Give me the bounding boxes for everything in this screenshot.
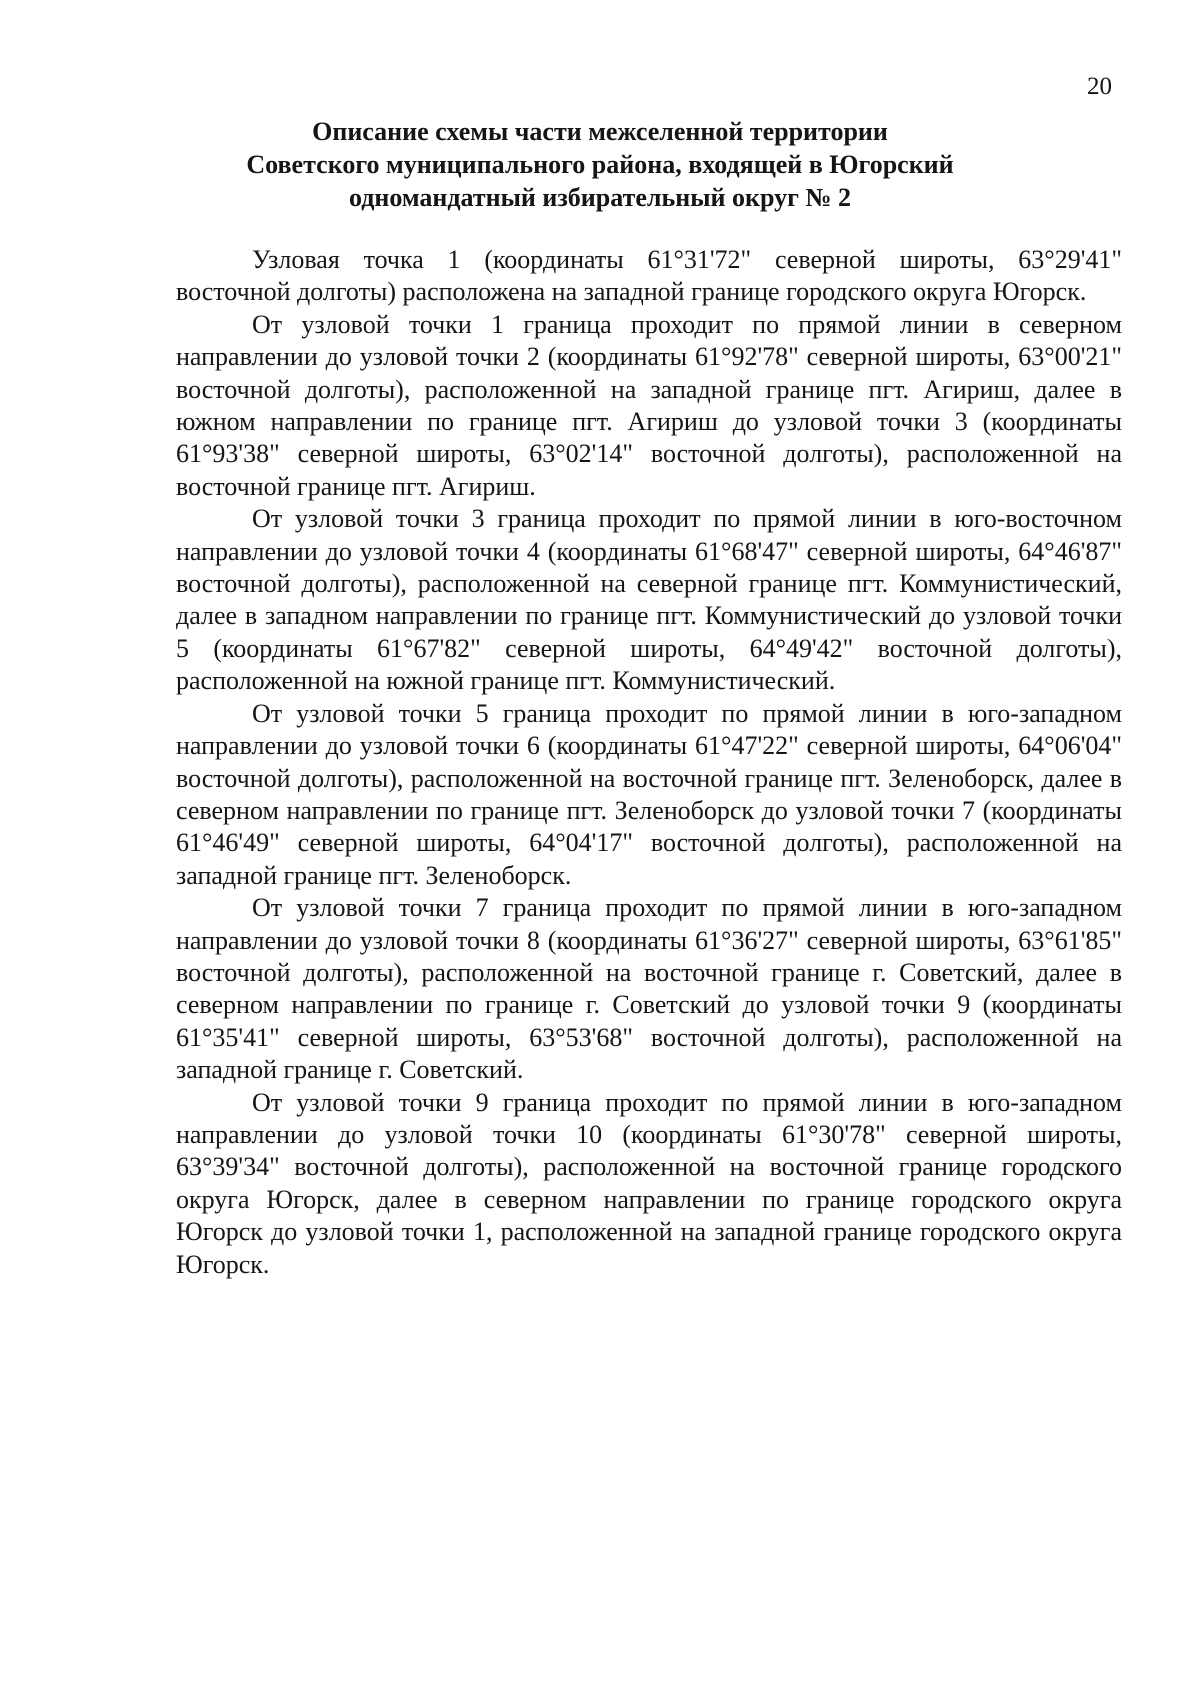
paragraph-2: От узловой точки 1 граница проходит по прямой линии в северном направлении до узловой точки 2 (координаты 61°92'78" северной широты, 63°00'21" восточной долготы), расположенной на западной границе пгт. Агириш, далее в южном направлении по границе пгт. Агириш до узловой точки 3 (координаты 61°93'38" северной широты, 63°02'14" восточной долготы), расположенной на восточной границе пгт. Агириш.	[176, 309, 1122, 501]
document-body	[176, 244, 1122, 1281]
page-number: 20	[1087, 73, 1112, 100]
paragraph-1: Узловая точка 1 (координаты 61°31'72" северной широты, 63°29'41" восточной долготы) расположена на западной границе городского округа Югорск.	[176, 245, 1122, 307]
title-line-3: одномандатный избирательный округ № 2	[348, 183, 852, 212]
paragraph-3: От узловой точки 3 граница проходит по прямой линии в юго-восточном направлении до узловой точки 4 (координаты 61°68'47" северной широты, 64°46'87" восточной долготы), расположенной на северной границе пгт. Коммунистический, далее в западном направлении по границе пгт. Коммунистический до узловой точки 5 (координаты 61°67'82" северной широты, 64°49'42" восточной долготы), расположенной на южной границе пгт. Коммунистический.	[176, 504, 1122, 696]
document-title	[150, 115, 1050, 214]
paragraph-6: От узловой точки 9 граница проходит по прямой линии в юго-западном направлении до узловой точки 10 (координаты 61°30'78" северной широты, 63°39'34" восточной долготы), расположенной на восточной границе городского округа Югорск, далее в северном направлении по границе городского округа Югорск до узловой точки 1, расположенной на западной границе городского округа Югорск.	[176, 1087, 1122, 1279]
title-line-1: Описание схемы части межселенной территории	[312, 117, 888, 146]
title-line-2: Советского муниципального района, входящей в Югорский	[246, 150, 954, 179]
paragraph-5: От узловой точки 7 граница проходит по прямой линии в юго-западном направлении до узловой точки 8 (координаты 61°36'27" северной широты, 63°61'85" восточной долготы), расположенной на восточной границе г. Советский, далее в северном направлении по границе г. Советский до узловой точки 9 (координаты 61°35'41" северной широты, 63°53'68" восточной долготы), расположенной на западной границе г. Советский.	[176, 893, 1122, 1085]
paragraph-4: От узловой точки 5 граница проходит по прямой линии в юго-западном направлении до узловой точки 6 (координаты 61°47'22" северной широты, 64°06'04" восточной долготы), расположенной на восточной границе пгт. Зеленоборск, далее в северном направлении по границе пгт. Зеленоборск до узловой точки 7 (координаты 61°46'49" северной широты, 64°04'17" восточной долготы), расположенной на западной границе пгт. Зеленоборск.	[176, 698, 1122, 890]
